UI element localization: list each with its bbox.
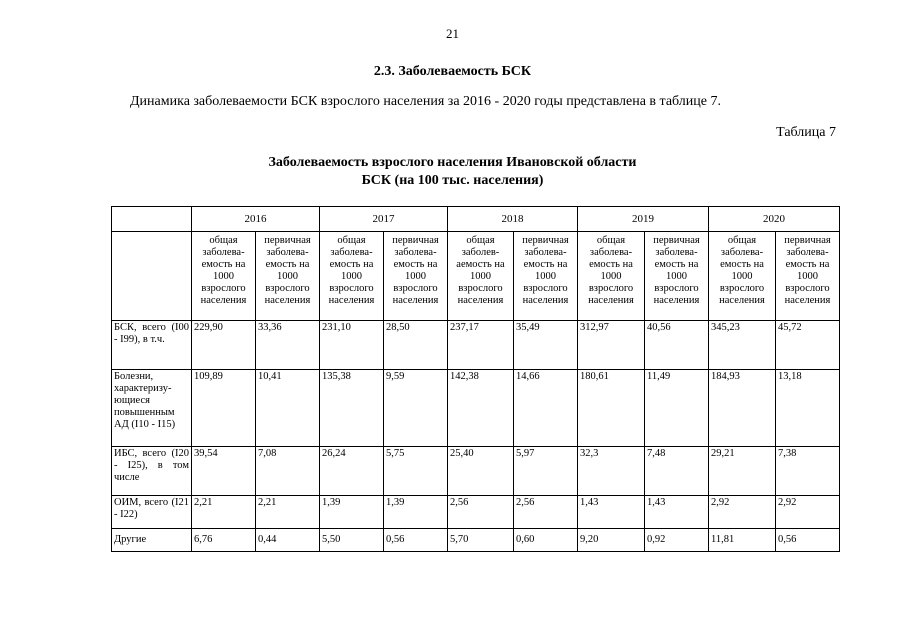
- value-cell: 39,54: [192, 447, 256, 496]
- year-header: 2020: [709, 207, 840, 232]
- page-number: 21: [446, 26, 459, 41]
- value-cell: 11,81: [709, 529, 776, 552]
- value-cell: 312,97: [578, 321, 645, 370]
- value-cell: 109,89: [192, 370, 256, 447]
- value-cell: 7,38: [776, 447, 840, 496]
- table-row: [112, 529, 840, 552]
- value-cell: 45,72: [776, 321, 840, 370]
- value-cell: 229,90: [192, 321, 256, 370]
- value-cell: 26,24: [320, 447, 384, 496]
- value-cell: 33,36: [256, 321, 320, 370]
- value-cell: 142,38: [448, 370, 514, 447]
- year-header: 2019: [578, 207, 709, 232]
- value-cell: 2,21: [256, 496, 320, 529]
- corner-cell: [112, 207, 192, 232]
- value-cell: 0,56: [776, 529, 840, 552]
- value-cell: 9,20: [578, 529, 645, 552]
- value-cell: 7,08: [256, 447, 320, 496]
- subheader-cell: первичная заболева-емость на 1000 взрослого населения: [256, 232, 320, 321]
- value-cell: 5,50: [320, 529, 384, 552]
- subheader-cell: первичная заболева-емость на 1000 взрослого населения: [776, 232, 840, 321]
- value-cell: 231,10: [320, 321, 384, 370]
- value-cell: 9,59: [384, 370, 448, 447]
- row-label: Болезни, характеризу-ющиеся повышенным АД (I10 - I15): [112, 370, 192, 447]
- subheader-cell: общая заболева-емость на 1000 взрослого населения: [578, 232, 645, 321]
- year-header: 2018: [448, 207, 578, 232]
- value-cell: 1,43: [645, 496, 709, 529]
- value-cell: 0,92: [645, 529, 709, 552]
- section-title: 2.3. Заболеваемость БСК: [373, 64, 532, 79]
- year-header: 2017: [320, 207, 448, 232]
- value-cell: 1,39: [384, 496, 448, 529]
- value-cell: 180,61: [578, 370, 645, 447]
- row-label: Другие: [112, 529, 192, 552]
- value-cell: 32,3: [578, 447, 645, 496]
- value-cell: 1,39: [320, 496, 384, 529]
- table-title-line2: БСК (на 100 тыс. населения): [361, 173, 544, 188]
- value-cell: 14,66: [514, 370, 578, 447]
- subheader-cell: первичная заболева-емость на 1000 взрослого населения: [514, 232, 578, 321]
- row-label: БСК, всего (I00 - I99), в т.ч.: [112, 321, 192, 370]
- subheader-cell: первичная заболева-емость на 1000 взрослого населения: [645, 232, 709, 321]
- table-row: [112, 321, 840, 370]
- corner-cell: [112, 232, 192, 321]
- value-cell: 40,56: [645, 321, 709, 370]
- value-cell: 13,18: [776, 370, 840, 447]
- table-row: [112, 370, 840, 447]
- value-cell: 5,97: [514, 447, 578, 496]
- value-cell: 0,60: [514, 529, 578, 552]
- value-cell: 0,56: [384, 529, 448, 552]
- table-row: [112, 447, 840, 496]
- table-label: Таблица 7: [776, 125, 836, 140]
- value-cell: 184,93: [709, 370, 776, 447]
- table-row: [112, 496, 840, 529]
- value-cell: 2,56: [514, 496, 578, 529]
- value-cell: 2,92: [776, 496, 840, 529]
- value-cell: 28,50: [384, 321, 448, 370]
- subheader-cell: общая заболева-емость на 1000 взрослого населения: [709, 232, 776, 321]
- table-title-line1: Заболеваемость взрослого населения Ивановской области: [268, 155, 637, 170]
- subheader-row: [112, 232, 840, 321]
- value-cell: 35,49: [514, 321, 578, 370]
- value-cell: 5,70: [448, 529, 514, 552]
- subheader-cell: общая заболев-аемость на 1000 взрослого населения: [448, 232, 514, 321]
- value-cell: 2,92: [709, 496, 776, 529]
- row-label: ОИМ, всего (I21 - I22): [112, 496, 192, 529]
- intro-paragraph: Динамика заболеваемости БСК взрослого населения за 2016 - 2020 годы представлена в таблице 7.: [130, 94, 721, 109]
- value-cell: 10,41: [256, 370, 320, 447]
- subheader-cell: общая заболева-емость на 1000 взрослого населения: [192, 232, 256, 321]
- year-header-row: [112, 207, 840, 232]
- value-cell: 11,49: [645, 370, 709, 447]
- value-cell: 7,48: [645, 447, 709, 496]
- year-header: 2016: [192, 207, 320, 232]
- value-cell: 0,44: [256, 529, 320, 552]
- row-label: ИБС, всего (I20 - I25), в том числе: [112, 447, 192, 496]
- morbidity-table: [111, 206, 840, 552]
- table-title: [0, 154, 905, 190]
- value-cell: 135,38: [320, 370, 384, 447]
- value-cell: 5,75: [384, 447, 448, 496]
- value-cell: 25,40: [448, 447, 514, 496]
- value-cell: 237,17: [448, 321, 514, 370]
- value-cell: 1,43: [578, 496, 645, 529]
- subheader-cell: общая заболева-емость на 1000 взрослого населения: [320, 232, 384, 321]
- value-cell: 2,56: [448, 496, 514, 529]
- value-cell: 29,21: [709, 447, 776, 496]
- value-cell: 345,23: [709, 321, 776, 370]
- subheader-cell: первичная заболева-емость на 1000 взрослого населения: [384, 232, 448, 321]
- value-cell: 6,76: [192, 529, 256, 552]
- value-cell: 2,21: [192, 496, 256, 529]
